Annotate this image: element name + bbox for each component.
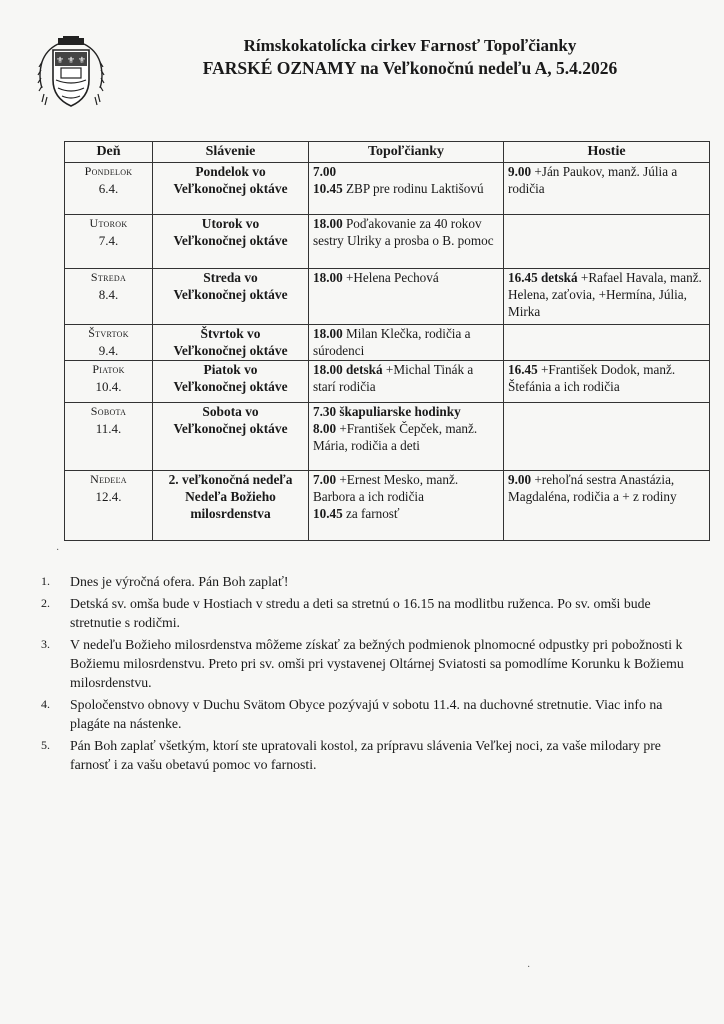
announcement-number: 1. — [41, 574, 50, 588]
topolcianky-cell — [309, 471, 504, 541]
announcement-item — [36, 695, 686, 733]
mass-entry — [313, 420, 499, 454]
mass-intention: +Ján Paukov, manž. Júlia a rodičia — [508, 164, 678, 196]
day-name: Piatok — [92, 362, 125, 376]
mass-intention: +František Čepček, manž. Mária, rodičia a deti — [313, 421, 478, 453]
mass-time: 16.45 detská — [508, 270, 578, 285]
celebration-cell — [153, 361, 309, 403]
mass-intention: Poďakovanie za 40 rokov sestry Ulriky a prosba o B. pomoc — [313, 216, 494, 248]
celebration-cell — [153, 215, 309, 269]
celebration-line: Sobota vo — [202, 404, 259, 419]
day-date: 6.4. — [98, 181, 119, 196]
announcement-text: Detská sv. omša bude v Hostiach v stredu a deti sa stretnú o 16.15 na modlitbu ruženca. Po sv. omši bude stretnutie s rodičmi. — [70, 596, 651, 630]
hostie-cell — [504, 403, 710, 471]
topolcianky-cell — [309, 269, 504, 325]
day-date: 11.4. — [95, 421, 122, 436]
mass-entry — [313, 325, 499, 359]
day-name: Streda — [90, 270, 127, 284]
announcement-text: Spoločenstvo obnovy v Duchu Svätom Obyce pozývajú v sobotu 11.4. na duchovné stretnutie. Viac info na plagáte na nástenke. — [70, 697, 663, 731]
table-row — [65, 361, 710, 403]
mass-time: 7.00 — [313, 472, 337, 487]
mass-intention: +Michal Tinák a starí rodičia — [313, 362, 474, 394]
mass-entry — [313, 471, 499, 505]
announcement-text: Dnes je výročná ofera. Pán Boh zaplať! — [70, 574, 289, 589]
day-name: Nedeľa — [90, 472, 127, 486]
header-topolcianky: Topoľčianky — [309, 142, 504, 163]
day-name: Štvrtok — [88, 326, 129, 340]
day-name: Sobota — [90, 404, 127, 418]
parish-crest-icon — [36, 36, 106, 112]
mass-entry — [313, 180, 499, 197]
celebration-line: Nedeľa Božieho — [185, 489, 276, 504]
table-header-row — [65, 142, 710, 163]
mass-entry — [508, 471, 705, 505]
celebration-cell — [153, 403, 309, 471]
announcement-item — [36, 572, 686, 591]
hostie-cell — [504, 361, 710, 403]
celebration-line: Veľkonočnej oktáve — [173, 233, 288, 248]
mass-entry — [508, 269, 705, 320]
announcement-number: 2. — [41, 596, 50, 610]
celebration-line: Veľkonočnej oktáve — [173, 379, 288, 394]
day-date: 8.4. — [98, 287, 119, 302]
svg-text:⚜ ⚜ ⚜: ⚜ ⚜ ⚜ — [56, 56, 86, 66]
mass-entry — [508, 361, 705, 395]
day-cell — [65, 471, 153, 541]
mass-entry — [313, 505, 499, 522]
mass-entry — [508, 163, 705, 197]
mass-time: 7.00 — [313, 164, 337, 179]
day-cell — [65, 215, 153, 269]
celebration-line: Piatok vo — [203, 362, 258, 377]
mass-entry — [313, 403, 499, 420]
day-date: 12.4. — [95, 489, 122, 504]
mass-schedule-table — [64, 141, 710, 541]
mass-time: 7.30 škapuliarske hodinky — [313, 404, 461, 419]
announcement-item — [36, 736, 686, 774]
celebration-line: Streda vo — [203, 270, 258, 285]
header-hostie: Hostie — [504, 142, 710, 163]
topolcianky-cell — [309, 163, 504, 215]
celebration-cell — [153, 163, 309, 215]
announcement-item — [36, 594, 686, 632]
announcement-text: V nedeľu Božieho milosrdenstva môžeme získať za bežných podmienok plnomocné odpustky pri pobožnosti k Božiemu milosrdenstvu. Preto pri sv. omši pri vystavenej Oltárnej Sviatosti sa pomodlíme Korunku k Božiemu milosrdenstvu. — [70, 637, 684, 690]
table-row — [65, 325, 710, 361]
mass-intention: +Ernest Mesko, manž. Barbora a ich rodičia — [313, 472, 459, 504]
day-cell — [65, 325, 153, 361]
hostie-cell — [504, 163, 710, 215]
day-name: Pondelok — [84, 164, 133, 178]
topolcianky-cell — [309, 361, 504, 403]
mass-time: 18.00 — [313, 270, 343, 285]
mass-entry — [313, 215, 499, 249]
table-row — [65, 163, 710, 215]
celebration-line: milosrdenstva — [190, 506, 271, 521]
day-cell — [65, 361, 153, 403]
mass-intention: ZBP pre rodinu Laktišovú — [342, 181, 484, 196]
mass-intention: +rehoľná sestra Anastázia, Magdaléna, rodičia a + z rodiny — [508, 472, 677, 504]
header-celebration: Slávenie — [153, 142, 309, 163]
mass-time: 16.45 — [508, 362, 538, 377]
topolcianky-cell — [309, 403, 504, 471]
announcement-number: 4. — [41, 697, 50, 711]
celebration-cell — [153, 325, 309, 361]
day-name: Utorok — [89, 216, 128, 230]
topolcianky-cell — [309, 215, 504, 269]
celebration-line: Veľkonočnej oktáve — [173, 343, 288, 358]
parish-title: Rímskokatolícka cirkev Farnosť Topoľčianky — [243, 36, 577, 55]
day-cell — [65, 269, 153, 325]
scan-dot: · — [527, 962, 531, 973]
table-row — [65, 403, 710, 471]
celebration-line: 2. veľkonočná nedeľa — [168, 472, 293, 487]
mass-intention: +Rafael Havala, manž. Helena, zaťovia, +Hermína, Júlia, Mirka — [508, 270, 702, 319]
mass-intention: +František Dodok, manž. Štefánia a ich rodičia — [508, 362, 676, 394]
bulletin-title: FARSKÉ OZNAMY na Veľkonočnú nedeľu A, 5.4.2026 — [202, 58, 618, 78]
announcement-text: Pán Boh zaplať všetkým, ktorí ste upratovali kostol, za prípravu slávenia Veľkej noci, za vaše milodary pre farnosť i za vašu obetavú pomoc vo farnosti. — [70, 738, 661, 772]
mass-time: 9.00 — [508, 164, 532, 179]
celebration-cell — [153, 471, 309, 541]
day-cell — [65, 403, 153, 471]
hostie-cell — [504, 471, 710, 541]
mass-time: 18.00 — [313, 326, 343, 341]
mass-entry — [313, 269, 499, 286]
day-date: 9.4. — [98, 343, 119, 358]
table-row — [65, 269, 710, 325]
mass-time: 10.45 — [313, 506, 343, 521]
mass-intention: za farnosť — [342, 506, 400, 521]
celebration-cell — [153, 269, 309, 325]
announcement-number: 5. — [41, 738, 50, 752]
table-row — [65, 471, 710, 541]
announcements-list — [36, 572, 686, 777]
hostie-cell — [504, 325, 710, 361]
announcement-number: 3. — [41, 637, 50, 651]
scan-dot: · — [56, 545, 60, 556]
mass-time: 8.00 — [313, 421, 337, 436]
celebration-line: Veľkonočnej oktáve — [173, 181, 288, 196]
mass-intention: +Helena Pechová — [342, 270, 439, 285]
hostie-cell — [504, 215, 710, 269]
celebration-line: Štvrtok vo — [200, 326, 261, 341]
mass-time: 10.45 — [313, 181, 343, 196]
announcement-item — [36, 635, 686, 692]
day-date: 10.4. — [95, 379, 122, 394]
mass-intention: Milan Klečka, rodičia a súrodenci — [313, 326, 471, 358]
mass-time: 18.00 — [313, 216, 343, 231]
celebration-line: Veľkonočnej oktáve — [173, 287, 288, 302]
topolcianky-cell — [309, 325, 504, 361]
mass-time: 9.00 — [508, 472, 532, 487]
mass-entry — [313, 361, 499, 395]
mass-entry — [313, 163, 499, 180]
mass-time: 18.00 detská — [313, 362, 383, 377]
day-date: 7.4. — [98, 233, 119, 248]
header-day: Deň — [65, 142, 153, 163]
celebration-line: Utorok vo — [201, 216, 260, 231]
hostie-cell — [504, 269, 710, 325]
celebration-line: Veľkonočnej oktáve — [173, 421, 288, 436]
celebration-line: Pondelok vo — [195, 164, 266, 179]
table-row — [65, 215, 710, 269]
day-cell — [65, 163, 153, 215]
bulletin-header — [130, 36, 690, 79]
